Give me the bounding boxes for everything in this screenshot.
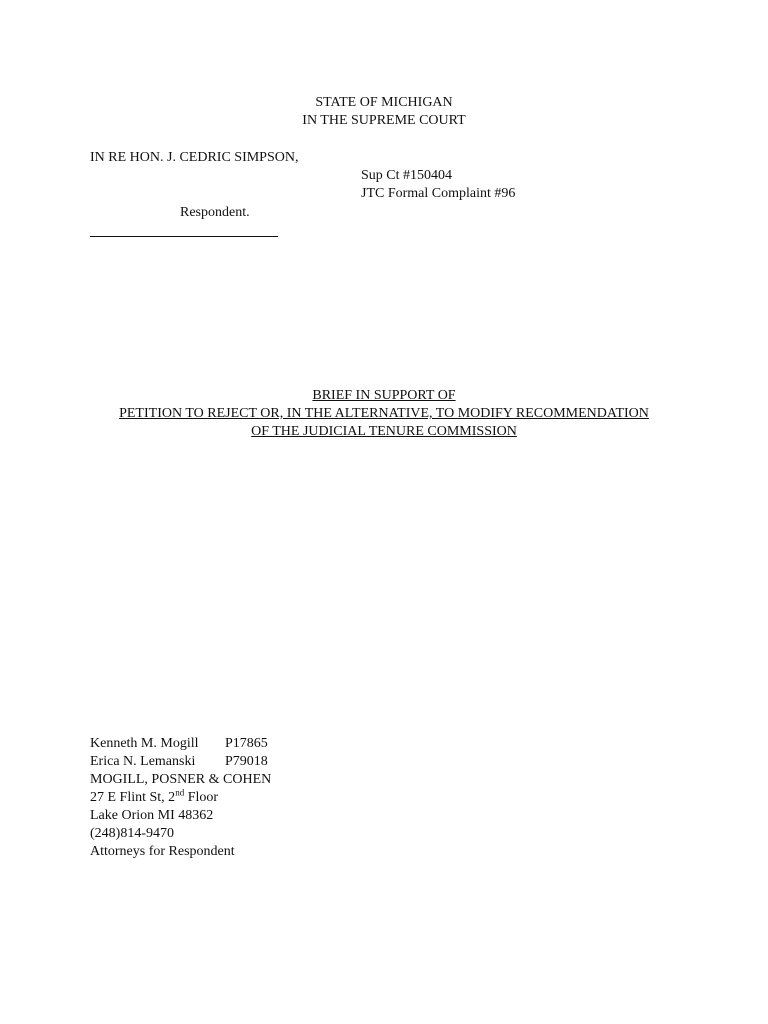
firm-phone: (248)814-9470 (90, 826, 174, 841)
attorney-bar-number: P17865 (225, 736, 268, 751)
attorney-row (90, 753, 271, 771)
brief-title-line-2: PETITION TO REJECT OR, IN THE ALTERNATIVE, TO MODIFY RECOMMENDATION (119, 406, 649, 421)
complaint-number: JTC Formal Complaint #96 (361, 186, 516, 201)
court-state: STATE OF MICHIGAN (315, 95, 453, 110)
attorney-row (90, 735, 271, 753)
firm-address-street (90, 789, 271, 807)
address-street-text: 27 E Flint St, 2 (90, 790, 176, 805)
address-floor-text: Floor (184, 790, 219, 805)
case-number: Sup Ct #150404 (361, 168, 453, 183)
caption-role: Respondent. (180, 205, 250, 220)
caption-party: IN RE HON. J. CEDRIC SIMPSON, (90, 150, 299, 165)
attorney-name: Erica N. Lemanski (90, 754, 196, 769)
firm-address-city: Lake Orion MI 48362 (90, 808, 214, 823)
firm-name: MOGILL, POSNER & COHEN (90, 772, 272, 787)
brief-title-line-1: BRIEF IN SUPPORT OF (312, 388, 456, 403)
address-ordinal-suffix: nd (175, 787, 185, 798)
attorney-name: Kenneth M. Mogill (90, 736, 199, 751)
brief-title-line-3: OF THE JUDICIAL TENURE COMMISSION (251, 424, 517, 439)
court-heading (0, 94, 768, 130)
caption-divider (90, 236, 278, 237)
brief-title (0, 387, 768, 441)
attorney-block (90, 735, 271, 861)
attorney-role: Attorneys for Respondent (90, 844, 235, 859)
court-name: IN THE SUPREME COURT (302, 113, 466, 128)
attorney-bar-number: P79018 (225, 754, 268, 769)
